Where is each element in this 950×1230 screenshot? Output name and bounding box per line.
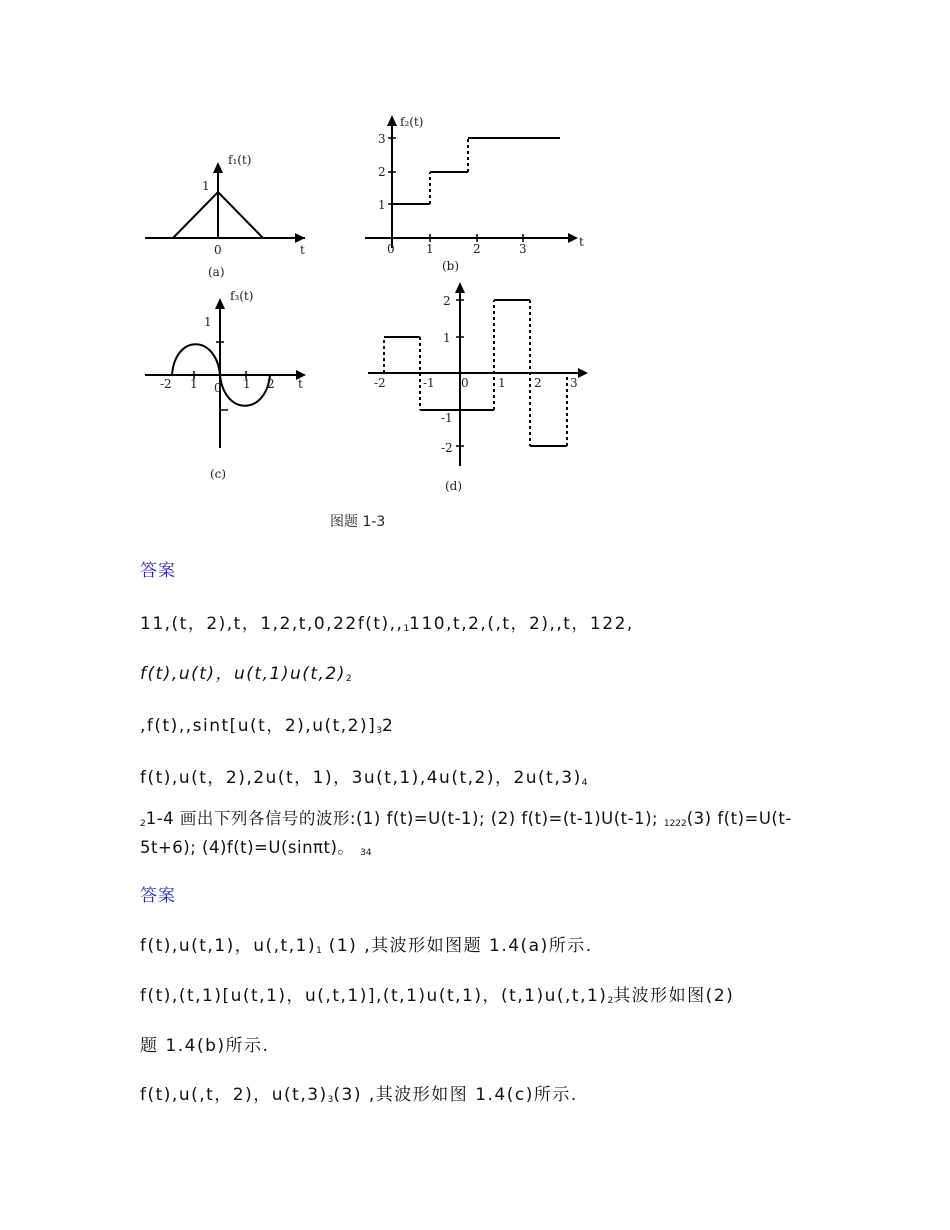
- b-xtick-1: 1: [426, 242, 434, 256]
- c-xtick-2: 2: [267, 377, 275, 391]
- eq4-text: f(t),u(t，2),2u(t，1)，3u(t,1),4u(t,2)，2u(t,3): [140, 768, 582, 788]
- a-tick-0: 0: [214, 243, 222, 257]
- a-xlabel: t: [300, 243, 305, 257]
- eq4-sub: 4: [581, 778, 588, 788]
- equation-line-2: [140, 659, 352, 684]
- eq3-text-b: 2: [382, 716, 395, 736]
- c-xtick-0: 0: [214, 381, 222, 395]
- c-xtick-m1: 1: [190, 377, 198, 391]
- sol4-text: f(t),u(,t，2)，u(t,3): [140, 1085, 328, 1105]
- sol4-text-b: (3) ,其波形如图 1.4(c)所示.: [333, 1085, 578, 1105]
- eq1-text-b: 110,t,2,(,t，2),,t，122,: [409, 614, 634, 634]
- c-xtick-m2: -2: [160, 377, 172, 391]
- problem-mid-sub: 1222: [663, 819, 687, 829]
- d-ytick-1: 1: [443, 331, 451, 345]
- d-xtick-1: 1: [498, 376, 506, 390]
- b-tag: (b): [442, 259, 460, 273]
- b-xtick-3: 3: [519, 242, 527, 256]
- problem-1-4: [140, 807, 820, 865]
- a-tick-1: 1: [202, 179, 210, 193]
- subplot-b: [365, 115, 584, 273]
- equation-line-1: [140, 609, 634, 634]
- d-xtick-m2: -2: [374, 376, 386, 390]
- answer-heading-2: 答案: [140, 886, 176, 906]
- b-ytick-2: 2: [378, 165, 386, 179]
- eq3-text: ,f(t),,sint[u(t，2),u(t,2)]: [140, 716, 377, 736]
- c-ylabel: f₃(t): [230, 289, 254, 303]
- figure-1-3: [130, 100, 610, 540]
- equation-line-3: [140, 711, 394, 736]
- d-tag: (d): [445, 479, 463, 493]
- sol1-text: f(t),u(t,1)，u(,t,1): [140, 936, 317, 956]
- a-ylabel: f₁(t): [228, 153, 252, 167]
- c-xtick-1: 1: [243, 377, 251, 391]
- d-xtick-m1: -1: [423, 376, 435, 390]
- subplot-c: [145, 289, 306, 481]
- b-ytick-1: 1: [378, 198, 386, 212]
- problem-end-sub: 34: [360, 848, 372, 858]
- d-ytick-m1: -1: [441, 411, 453, 425]
- figure-caption: 图题 1-3: [330, 514, 386, 530]
- d-ytick-m2: -2: [441, 441, 453, 455]
- sol2-sub: 2: [607, 996, 614, 1006]
- problem-pre-sub: 2: [140, 819, 146, 829]
- solution-line-1: [140, 931, 593, 956]
- sol2-text: f(t),(t,1)[u(t,1)，u(,t,1)],(t,1)u(t,1)，(t,1)u(,t,1): [140, 986, 608, 1006]
- d-origin: 0: [461, 376, 469, 390]
- eq1-text: 11,(t，2),t，1,2,t,0,22f(t),,: [140, 614, 404, 634]
- equation-line-4: [140, 763, 587, 788]
- eq2-text: f(t),u(t)，u(t,1)u(t,2): [140, 664, 346, 684]
- sol1-text-b: (1) ,其波形如图题 1.4(a)所示.: [328, 936, 593, 956]
- answer-heading: 答案: [140, 561, 176, 581]
- d-ytick-2: 2: [443, 294, 451, 308]
- b-xtick-2: 2: [473, 242, 481, 256]
- problem-text-a: 1-4 画出下列各信号的波形:(1) f(t)=U(t-1); (2) f(t)=(t-1)U(t-1);: [145, 809, 664, 828]
- solution-line-2: [140, 981, 734, 1006]
- sol4-sub: 3: [327, 1095, 334, 1105]
- subplot-a: [145, 153, 305, 279]
- eq3-sub: 3: [376, 726, 382, 736]
- b-ylabel: f₂(t): [400, 115, 424, 129]
- c-ytick-1: 1: [204, 315, 212, 329]
- d-xtick-2: 2: [534, 376, 542, 390]
- b-xtick-0: 0: [387, 242, 395, 256]
- subplot-d: [368, 282, 588, 493]
- eq2-sub: 2: [345, 674, 352, 684]
- b-xlabel: t: [579, 235, 584, 249]
- eq1-sub: 1: [403, 624, 410, 634]
- b-ytick-3: 3: [378, 132, 386, 146]
- sol2-text-b: 其波形如图(2): [613, 986, 735, 1006]
- c-tag: (c): [210, 467, 227, 481]
- solution-line-4: [140, 1080, 578, 1105]
- d-xtick-3: 3: [570, 376, 578, 390]
- a-tag: (a): [208, 265, 225, 279]
- sol1-sub: 1: [316, 946, 322, 956]
- c-xlabel: t: [298, 377, 303, 391]
- problem-text-b: (3) f(t)=U(t-5t+6); (4)f(t)=U(sinπt)。: [140, 809, 792, 857]
- solution-line-3: 题 1.4(b)所示.: [140, 1036, 270, 1056]
